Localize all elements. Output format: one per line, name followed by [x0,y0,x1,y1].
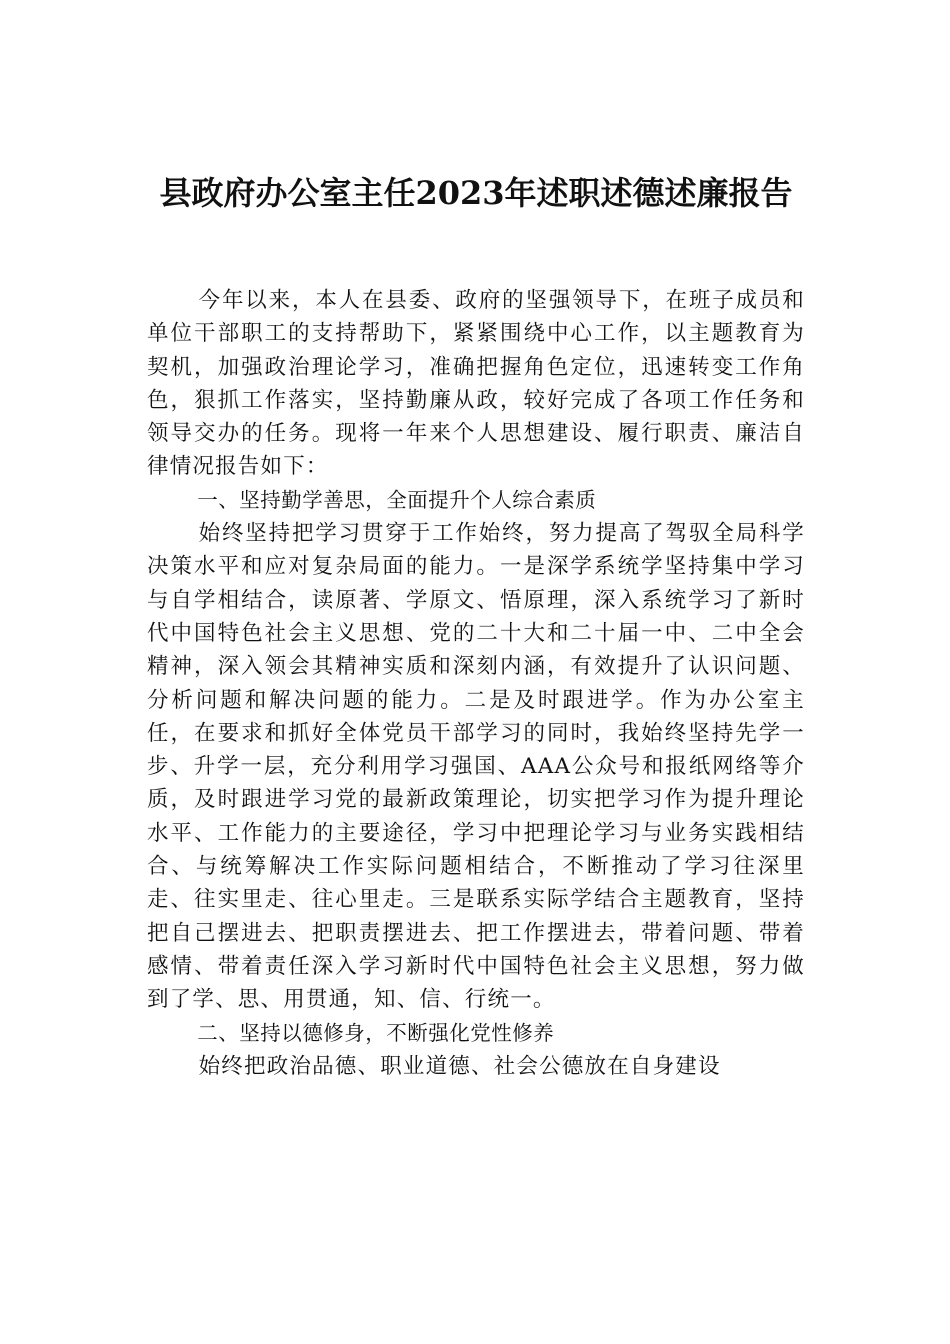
section-2-paragraph: 始终把政治品德、职业道德、社会公德放在自身建设 [198,1053,721,1079]
document-page [147,158,805,1083]
intro-paragraph: 今年以来，本人在县委、政府的坚强领导下，在班子成员和单位干部职工的支持帮助下，紧紧围绕中心工作，以主题教育为契机，加强政治理论学习，准确把握角色定位，迅速转变工作角色，狠抓工作落实，坚持勤廉从政，较好完成了各项工作任务和领导交办的任务。现将一年来个人思想建设、履行职责、廉洁自律情况报告如下： [147,288,805,480]
section-1-paragraph: 始终坚持把学习贯穿于工作始终，努力提高了驾驭全局科学决策水平和应对复杂局面的能力。一是深学系统学坚持集中学习与自学相结合，读原著、学原文、悟原理，深入系统学习了新时代中国特色社会主义思想、党的二十大和二十届一中、二中全会精神，深入领会其精神实质和深刻内涵，有效提升了认识问题、分析问题和解决问题的能力。二是及时跟进学。作为办公室主任，在要求和抓好全体党员干部学习的同时，我始终坚持先学一步、升学一层，充分利用学习强国、AAA公众号和报纸网络等介质，及时跟进学习党的最新政策理论，切实把学习作为提升理论水平、工作能力的主要途径，学习中把理论学习与业务实践相结合、与统筹解决工作实际问题相结合，不断推动了学习往深里走、往实里走、往心里走。三是联系实际学结合主题教育，坚持把自己摆进去、把职责摆进去、把工作摆进去，带着问题、带着感情、带着责任深入学习新时代中国特色社会主义思想，努力做到了学、思、用贯通，知、信、行统一。 [147,521,805,1013]
section-heading-2: 二、坚持以德修身，不断强化党性修养 [197,1020,555,1045]
section-heading-1: 一、坚持勤学善思，全面提升个人综合素质 [197,487,597,512]
document-title: 县政府办公室主任2023年述职述德述廉报告 [159,174,793,212]
document-body [147,284,805,1083]
